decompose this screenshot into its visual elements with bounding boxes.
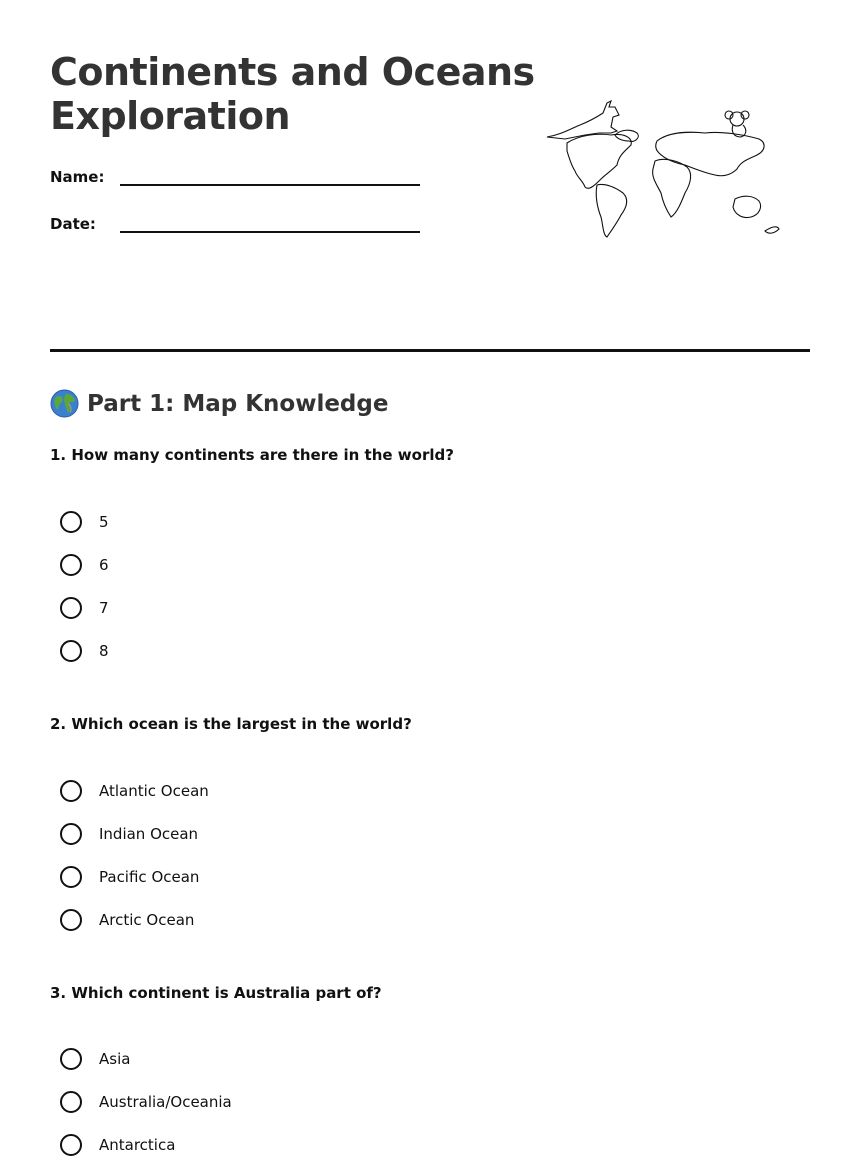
question-2: 2. Which ocean is the largest in the world?: [50, 715, 412, 733]
globe-icon: [50, 389, 79, 418]
radio-button[interactable]: [60, 1134, 82, 1156]
name-field: [50, 166, 420, 186]
section-heading: [50, 389, 388, 418]
q1-option-3[interactable]: [60, 595, 109, 621]
question-3: 3. Which continent is Australia part of?: [50, 984, 382, 1002]
eurasia-outline: [656, 132, 764, 175]
q1-option-2[interactable]: [60, 552, 109, 578]
kangaroo-drawing: [547, 101, 619, 139]
option-label: 8: [99, 642, 109, 660]
option-label: 5: [99, 513, 109, 531]
koala-body: [732, 125, 746, 137]
date-label: Date:: [50, 215, 96, 233]
greenland-outline: [615, 130, 638, 141]
radio-button[interactable]: [60, 823, 82, 845]
option-label: 7: [99, 599, 109, 617]
option-label: Asia: [99, 1050, 131, 1068]
radio-button[interactable]: [60, 1048, 82, 1070]
name-label: Name:: [50, 168, 105, 186]
date-input-line[interactable]: [120, 213, 420, 233]
q2-option-3[interactable]: [60, 864, 199, 890]
option-label: Antarctica: [99, 1136, 176, 1154]
small-animal-drawing: [765, 227, 779, 233]
koala-head: [730, 112, 744, 126]
q1-option-4[interactable]: [60, 638, 109, 664]
world-map-illustration: [545, 95, 785, 240]
north-america-outline: [567, 134, 631, 188]
radio-button[interactable]: [60, 597, 82, 619]
radio-button[interactable]: [60, 866, 82, 888]
radio-button[interactable]: [60, 780, 82, 802]
q2-option-1[interactable]: [60, 778, 209, 804]
south-america-outline: [596, 184, 626, 237]
q1-option-1[interactable]: [60, 509, 109, 535]
radio-button[interactable]: [60, 511, 82, 533]
radio-button[interactable]: [60, 1091, 82, 1113]
question-1: 1. How many continents are there in the world?: [50, 446, 454, 464]
q3-option-2[interactable]: [60, 1089, 232, 1115]
australia-outline: [733, 196, 761, 217]
section-divider: [50, 349, 810, 352]
radio-button[interactable]: [60, 554, 82, 576]
radio-button[interactable]: [60, 909, 82, 931]
option-label: Atlantic Ocean: [99, 782, 209, 800]
option-label: 6: [99, 556, 109, 574]
name-input-line[interactable]: [120, 166, 420, 186]
page-title: Continents and Oceans Exploration: [50, 50, 535, 138]
option-label: Indian Ocean: [99, 825, 199, 843]
q2-option-2[interactable]: [60, 821, 198, 847]
q3-option-3[interactable]: [60, 1132, 175, 1158]
section-title-text: Part 1: Map Knowledge: [87, 390, 389, 417]
option-label: Arctic Ocean: [99, 911, 195, 929]
option-label: Pacific Ocean: [99, 868, 200, 886]
africa-outline: [653, 159, 691, 217]
radio-button[interactable]: [60, 640, 82, 662]
option-label: Australia/Oceania: [99, 1093, 232, 1111]
q2-option-4[interactable]: [60, 907, 194, 933]
date-field: [50, 213, 420, 233]
q3-option-1[interactable]: [60, 1046, 130, 1072]
